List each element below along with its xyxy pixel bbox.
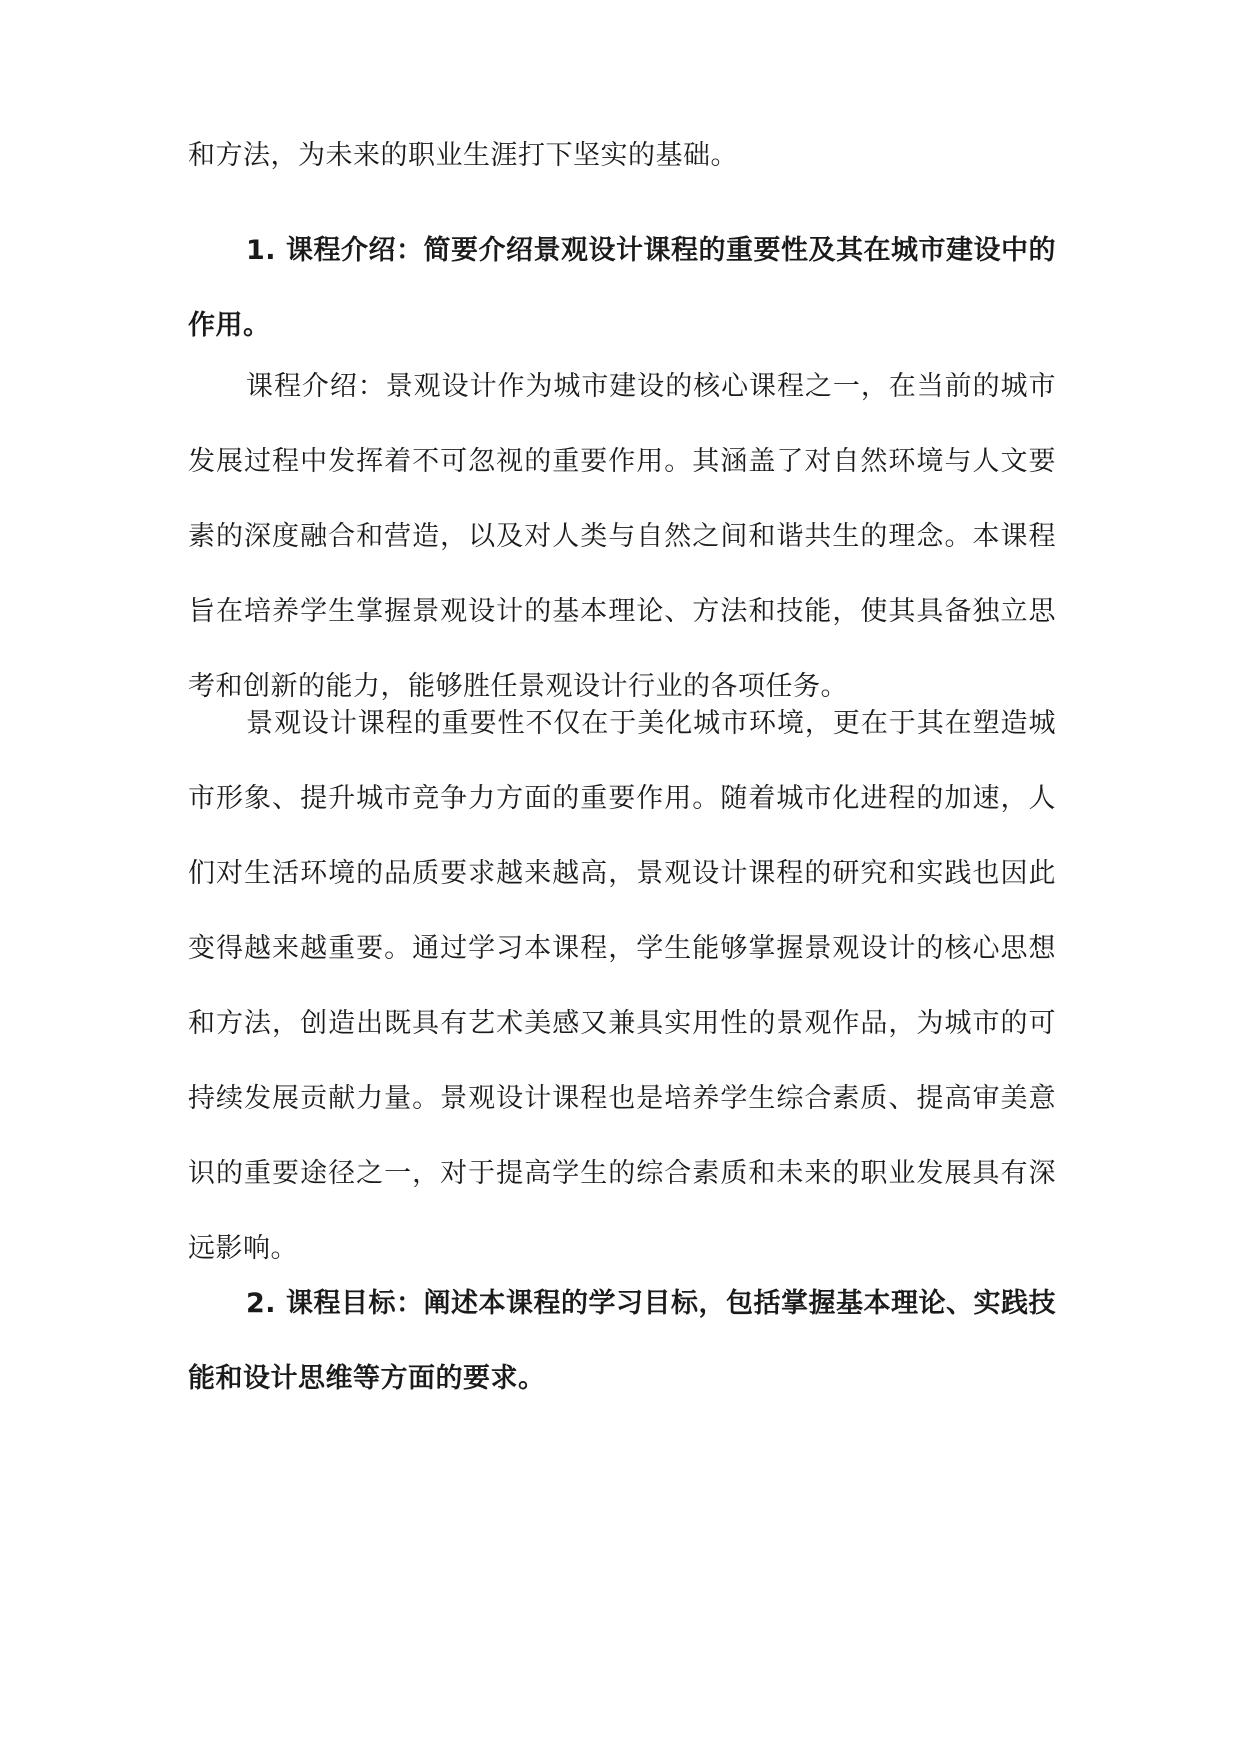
paragraph-course-introduction: 课程介绍：景观设计作为城市建设的核心课程之一，在当前的城市发展过程中发挥着不可忽视的重要作用。其涵盖了对自然环境与人文要素的深度融合和营造，以及对人类与自然之间和谐共生的理念。本课程旨在培养学生掌握景观设计的基本理论、方法和技能，使其具备独立思考和创新的能力，能够胜任景观设计行业的各项任务。 (188, 371, 1056, 702)
paragraph-course-importance: 景观设计课程的重要性不仅在于美化城市环境，更在于其在塑造城市形象、提升城市竞争力方面的重要作用。随着城市化进程的加速，人们对生活环境的品质要求越来越高，景观设计课程的研究和实践也因此变得越来越重要。通过学习本课程，学生能够掌握景观设计的核心思想和方法，创造出既具有艺术美感又兼具实用性的景观作品，为城市的可持续发展贡献力量。景观设计课程也是培养学生综合素质、提高审美意识的重要途径之一，对于提高学生的综合素质和未来的职业发展具有深远影响。 (188, 708, 1056, 1264)
paragraph-continuation: 和方法，为未来的职业生涯打下坚实的基础。 (188, 140, 738, 171)
section-heading-1: 1. 课程介绍：简要介绍景观设计课程的重要性及其在城市建设中的作用。 (188, 235, 1056, 341)
section-heading-2: 2. 课程目标：阐述本课程的学习目标，包括掌握基本理论、实践技能和设计思维等方面的要求。 (188, 1288, 1056, 1394)
